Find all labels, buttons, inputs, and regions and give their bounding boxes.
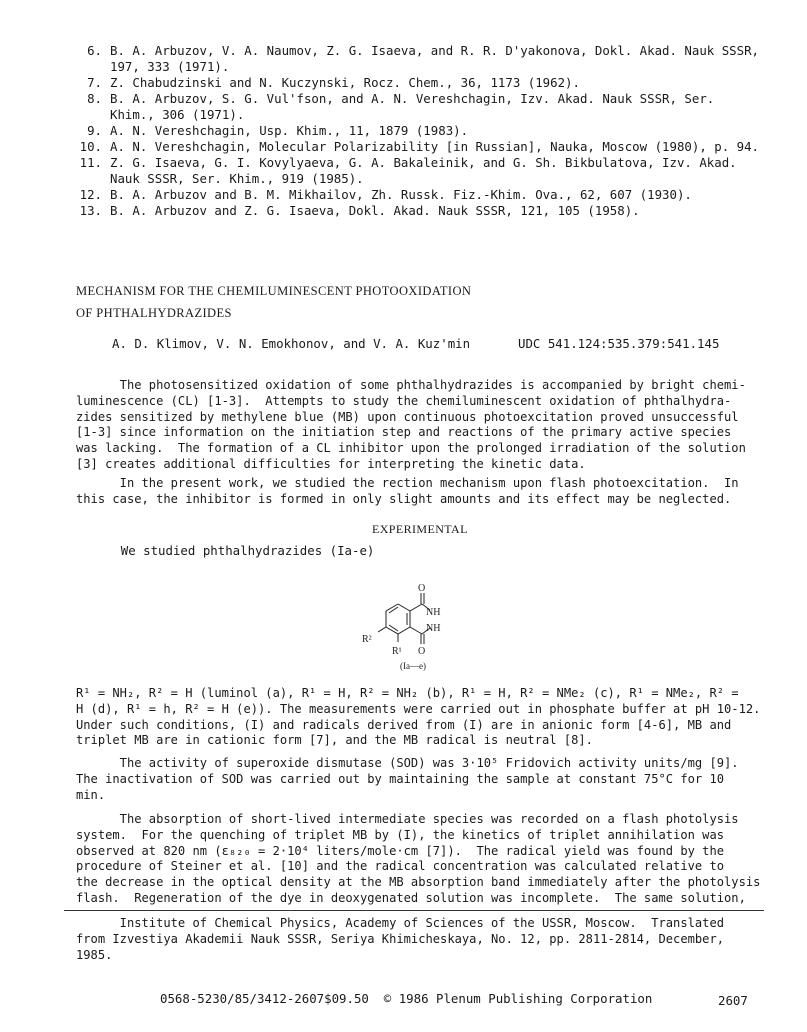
text-line: min. xyxy=(76,787,106,802)
article-title-line1: MECHANISM FOR THE CHEMILUMINESCENT PHOTOOXIDATION xyxy=(76,284,472,298)
reference-text: Z. Chabudzinski and N. Kuczynski, Rocz. Chem., 36, 1173 (1962). xyxy=(110,75,580,90)
reference-item xyxy=(76,203,776,219)
text-line: zides sensitized by methylene blue (MB) upon continuous photoexcitation proved unsuccessful xyxy=(76,409,739,424)
reference-item xyxy=(76,155,776,187)
reference-item xyxy=(76,139,776,155)
reference-number: 11. xyxy=(79,155,102,170)
reference-number: 13. xyxy=(79,203,102,218)
reference-item xyxy=(76,43,776,75)
copyright-line: 0568-5230/85/3412-2607$09.50 © 1986 Plenum Publishing Corporation xyxy=(160,991,653,1006)
text-line: The activity of superoxide dismutase (SOD) was 3·10⁵ Fridovich activity units/mg [9]. xyxy=(76,756,739,770)
reference-number: 9. xyxy=(87,123,102,138)
structure-nh-1: NH xyxy=(426,607,441,618)
reference-text: Nauk SSSR, Ser. Khim., 919 (1985). xyxy=(110,171,364,186)
footnote xyxy=(76,916,746,963)
text-line: from Izvestiya Akademii Nauk SSSR, Seriya Khimicheskaya, No. 12, pp. 2811-2814, December, xyxy=(76,931,725,946)
text-line: Under such conditions, (I) and radicals derived from (I) are in anionic form [4-6], MB and xyxy=(76,717,732,732)
text-line: The photosensitized oxidation of some phthalhydrazides is accompanied by bright chemi- xyxy=(76,378,746,392)
text-line: was lacking. The formation of a CL inhibitor upon the prolonged irradiation of the solution xyxy=(76,441,746,456)
reference-text: A. N. Vereshchagin, Usp. Khim., 11, 1879 (1983). xyxy=(110,123,469,138)
text-line: In the present work, we studied the rection mechanism upon flash photoexcitation. In xyxy=(76,476,739,490)
text-line: luminescence (CL) [1-3]. Attempts to study the chemiluminescent oxidation of phthalhydra- xyxy=(76,393,732,408)
reference-text: A. N. Vereshchagin, Molecular Polarizability [in Russian], Nauka, Moscow (1980), p. 94. xyxy=(110,139,760,154)
sod-paragraph xyxy=(76,756,746,803)
reference-text: B. A. Arbuzov and B. M. Mikhailov, Zh. Russk. Fiz.-Khim. Ova., 62, 607 (1930). xyxy=(110,187,692,202)
text-line: R¹ = NH₂, R² = H (luminol (a), R¹ = H, R² = NH₂ (b), R¹ = H, R² = NMe₂ (c), R¹ = NMe₂, R² = xyxy=(76,686,739,700)
reference-item xyxy=(76,123,776,139)
substituents-paragraph xyxy=(76,686,761,749)
udc-code: UDC 541.124:535.379:541.145 xyxy=(518,336,720,351)
absorption-paragraph xyxy=(76,812,761,907)
text-line: triplet MB are in cationic form [7], and the MB radical is neutral [8]. xyxy=(76,733,593,748)
text-line: The absorption of short-lived intermediate species was recorded on a flash photolysis xyxy=(76,812,739,826)
page-number: 2607 xyxy=(718,993,748,1008)
text-line: observed at 820 nm (ε₈₂₀ = 2·10⁴ liters/mole·cm [7]). The radical yield was found by the xyxy=(76,843,725,858)
text-line: Institute of Chemical Physics, Academy of Sciences of the USSR, Moscow. Translated xyxy=(76,916,725,930)
reference-item xyxy=(76,187,776,203)
reference-text: 197, 333 (1971). xyxy=(110,59,230,74)
reference-number: 6. xyxy=(87,43,102,58)
structure-o-bottom: O xyxy=(418,646,426,657)
text-line: H (d), R¹ = h, R² = H (e)). The measurements were carried out in phosphate buffer at pH 10-12. xyxy=(76,701,761,716)
text-line: the decrease in the optical density at the MB absorption band immediately after the photolysis xyxy=(76,875,761,890)
intro-paragraph-2 xyxy=(76,476,746,508)
reference-number: 12. xyxy=(79,187,102,202)
footnote-divider xyxy=(64,910,764,911)
reference-text: B. A. Arbuzov and Z. G. Isaeva, Dokl. Akad. Nauk SSSR, 121, 105 (1958). xyxy=(110,203,640,218)
text-line: [3] creates additional difficulties for interpreting the kinetic data. xyxy=(76,456,586,471)
structure-nh-2: NH xyxy=(426,623,441,634)
reference-number: 10. xyxy=(79,139,102,154)
structure-r1: R¹ xyxy=(392,646,402,657)
authors: A. D. Klimov, V. N. Emokhonov, and V. A. Kuz'min xyxy=(112,336,471,351)
text-line: The inactivation of SOD was carried out by maintaining the sample at constant 75°C for 10 xyxy=(76,771,725,786)
reference-text: Khim., 306 (1971). xyxy=(110,107,245,122)
text-line: procedure of Steiner et al. [10] and the radical concentration was calculated relative to xyxy=(76,859,725,874)
text-line: system. For the quenching of triplet MB by (I), the kinetics of triplet annihilation was xyxy=(76,827,725,842)
text-line: [1-3] since information on the initiation step and reactions of the primary active species xyxy=(76,425,732,440)
article-title-line2: OF PHTHALHYDRAZIDES xyxy=(76,306,232,320)
phthalhydrazide-structure xyxy=(360,580,480,676)
reference-number: 8. xyxy=(87,91,102,106)
reference-item xyxy=(76,91,776,123)
structure-o-top: O xyxy=(418,583,426,594)
text-line: flash. Regeneration of the dye in deoxygenated solution was incomplete. The same solution, xyxy=(76,890,746,905)
reference-text: B. A. Arbuzov, V. A. Naumov, Z. G. Isaeva, and R. R. D'yakonova, Dokl. Akad. Nauk SSSR, xyxy=(110,43,760,58)
text-line: this case, the inhibitor is formed in only slight amounts and its effect may be neglected. xyxy=(76,491,732,506)
structure-caption: (Ia—e) xyxy=(400,661,426,671)
reference-text: Z. G. Isaeva, G. I. Kovylyaeva, G. A. Bakaleinik, and G. Sh. Bikbulatova, Izv. Akad. xyxy=(110,155,737,170)
reference-text: B. A. Arbuzov, S. G. Vul'fson, and A. N. Vereshchagin, Izv. Akad. Nauk SSSR, Ser. xyxy=(110,91,715,106)
text-line: 1985. xyxy=(76,947,113,962)
intro-paragraph-1 xyxy=(76,378,746,473)
reference-number: 7. xyxy=(87,75,102,90)
studied-line: We studied phthalhydrazides (Ia-e) xyxy=(76,543,375,558)
structure-r2: R² xyxy=(362,634,372,645)
reference-item xyxy=(76,75,776,91)
section-heading: EXPERIMENTAL xyxy=(372,522,468,536)
